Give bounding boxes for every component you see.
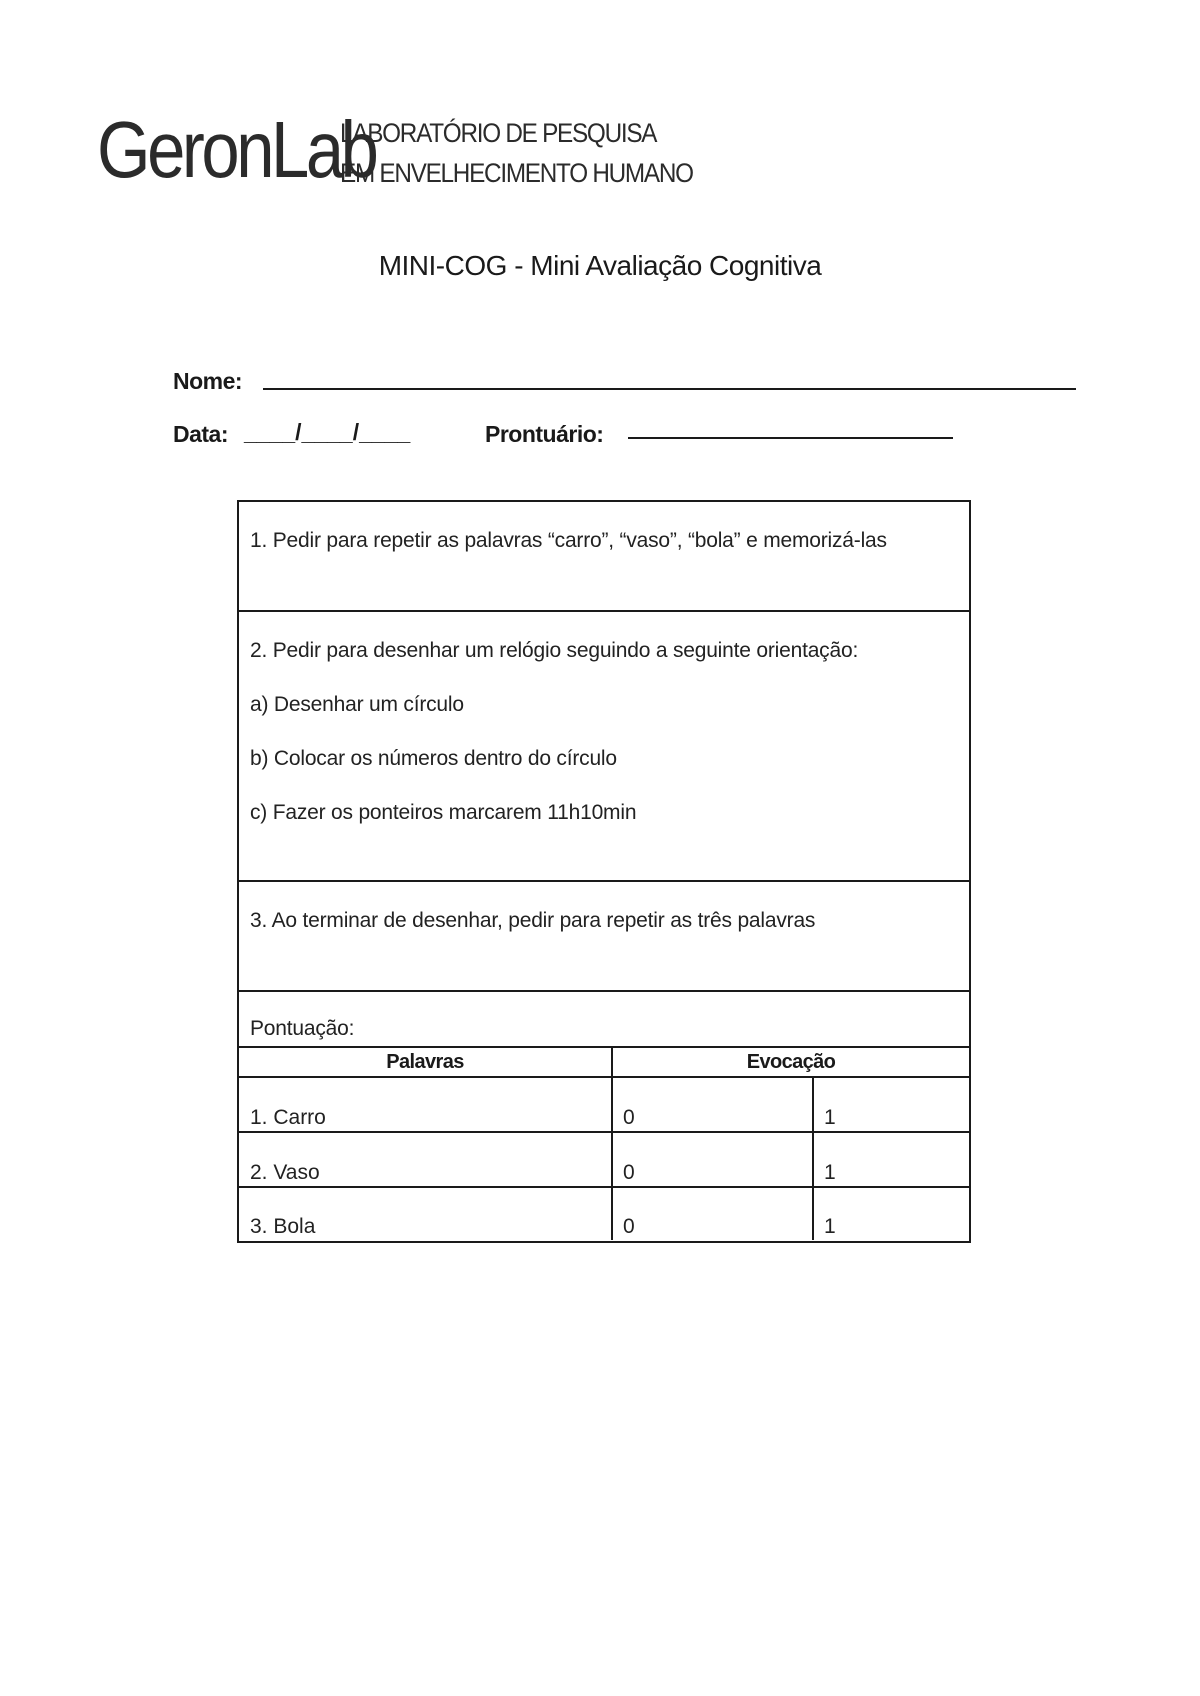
col-recall-header: Evocação	[746, 1051, 836, 1073]
logo-subtitle-line1: LABORATÓRIO DE PESQUISA	[340, 118, 657, 148]
table-row	[239, 1078, 969, 1133]
step2b-text: b) Colocar os números dentro do círculo	[250, 747, 617, 770]
step1-text: 1. Pedir para repetir as palavras “carro”, “vaso”, “bola” e memorizá-las	[250, 529, 887, 552]
step2-text: 2. Pedir para desenhar um relógio seguindo a seguinte orientação:	[250, 639, 859, 662]
data-field[interactable]: ____/____/____	[244, 419, 411, 445]
divider	[611, 1188, 613, 1240]
score-1-option[interactable]: 1	[824, 1106, 836, 1129]
word-cell: 1. Carro	[250, 1106, 326, 1129]
step2a-text: a) Desenhar um círculo	[250, 693, 464, 716]
logo-subtitle	[340, 113, 693, 193]
prontuario-field[interactable]	[628, 437, 953, 439]
document-title: MINI-COG - Mini Avaliação Cognitiva	[378, 250, 822, 281]
divider	[812, 1078, 814, 1131]
table-row	[239, 1133, 969, 1188]
score-label: Pontuação:	[250, 1017, 355, 1040]
score-section	[239, 992, 969, 1241]
score-1-option[interactable]: 1	[824, 1161, 836, 1184]
score-1-option[interactable]: 1	[824, 1215, 836, 1238]
word-cell: 2. Vaso	[250, 1161, 320, 1184]
logo-subtitle-line2: EM ENVELHECIMENTO HUMANO	[340, 158, 693, 188]
word-cell: 3. Bola	[250, 1215, 316, 1238]
mini-cog-table	[237, 500, 971, 1243]
score-0-option[interactable]: 0	[623, 1106, 635, 1129]
prontuario-label: Prontuário:	[485, 421, 604, 447]
step3-text: 3. Ao terminar de desenhar, pedir para repetir as três palavras	[250, 909, 816, 932]
divider	[812, 1133, 814, 1186]
step3-row	[239, 882, 969, 992]
data-label: Data:	[173, 421, 229, 447]
nome-label: Nome:	[173, 368, 243, 394]
table-row	[239, 1188, 969, 1240]
col-words-header: Palavras	[386, 1051, 464, 1073]
logo-wordmark: GeronLab	[97, 105, 376, 194]
divider	[812, 1188, 814, 1240]
score-0-option[interactable]: 0	[623, 1161, 635, 1184]
nome-field[interactable]	[263, 388, 1076, 390]
step1-row	[239, 502, 969, 612]
step2-row	[239, 612, 969, 882]
score-header-row	[239, 1046, 969, 1078]
score-0-option[interactable]: 0	[623, 1215, 635, 1238]
step2c-text: c) Fazer os ponteiros marcarem 11h10min	[250, 801, 637, 824]
divider	[611, 1133, 613, 1186]
score-label-row	[239, 992, 969, 1046]
divider	[611, 1078, 613, 1131]
